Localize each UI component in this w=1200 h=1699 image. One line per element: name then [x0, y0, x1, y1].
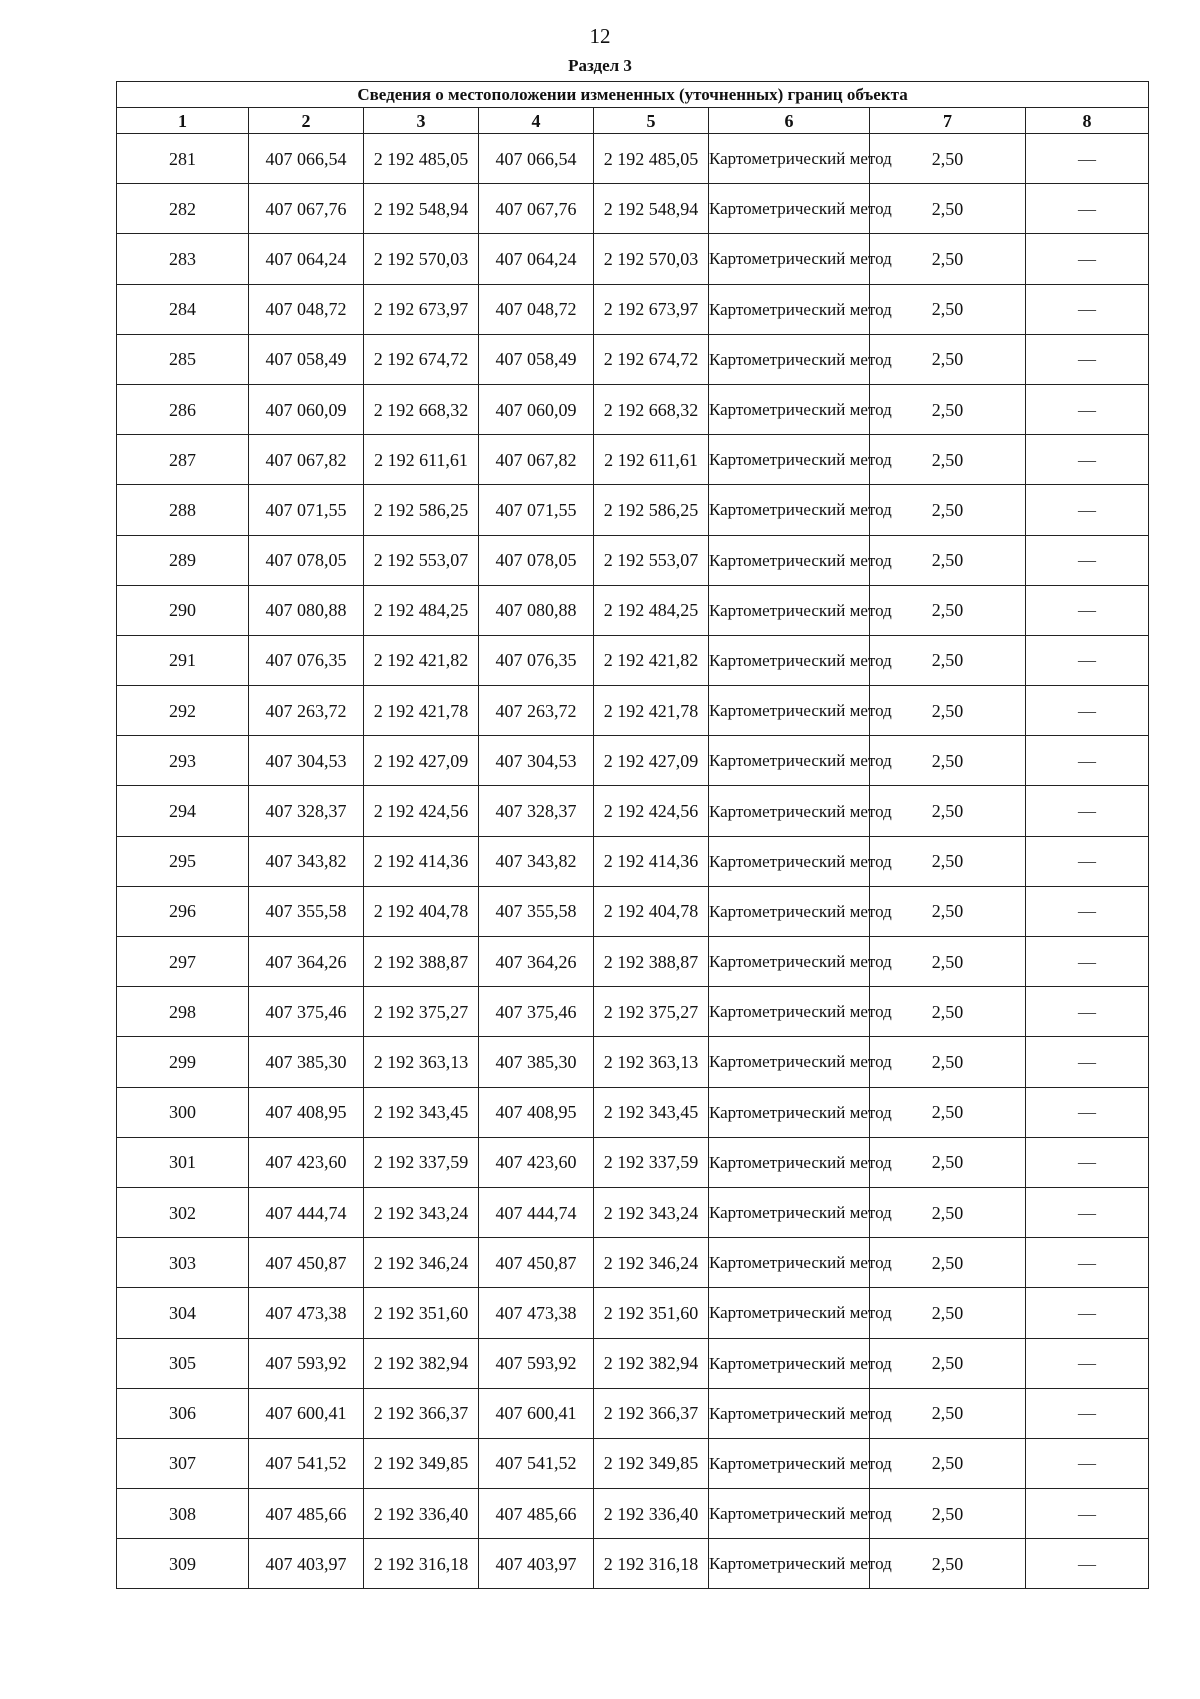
- table-row: [117, 736, 1149, 786]
- y-existing-cell: 2 192 668,32: [364, 384, 479, 434]
- y-existing-cell: 2 192 343,45: [364, 1087, 479, 1137]
- column-header: 7: [870, 108, 1026, 134]
- point-number-cell: 290: [117, 585, 249, 635]
- point-number-cell: 302: [117, 1187, 249, 1237]
- method-cell: Картометрический метод: [709, 686, 870, 736]
- y-refined-cell: 2 192 336,40: [594, 1489, 709, 1539]
- table-row: [117, 535, 1149, 585]
- table-row: [117, 435, 1149, 485]
- y-existing-cell: 2 192 375,27: [364, 987, 479, 1037]
- accuracy-cell: 2,50: [870, 184, 1026, 234]
- y-refined-cell: 2 192 351,60: [594, 1288, 709, 1338]
- accuracy-cell: 2,50: [870, 937, 1026, 987]
- y-refined-cell: 2 192 346,24: [594, 1238, 709, 1288]
- description-cell: —: [1026, 435, 1149, 485]
- method-cell: Картометрический метод: [709, 736, 870, 786]
- y-refined-cell: 2 192 366,37: [594, 1388, 709, 1438]
- table-row: [117, 1489, 1149, 1539]
- x-refined-cell: 407 385,30: [479, 1037, 594, 1087]
- accuracy-cell: 2,50: [870, 435, 1026, 485]
- y-existing-cell: 2 192 548,94: [364, 184, 479, 234]
- y-existing-cell: 2 192 337,59: [364, 1137, 479, 1187]
- description-cell: —: [1026, 635, 1149, 685]
- description-cell: —: [1026, 736, 1149, 786]
- accuracy-cell: 2,50: [870, 1438, 1026, 1488]
- y-refined-cell: 2 192 570,03: [594, 234, 709, 284]
- accuracy-cell: 2,50: [870, 134, 1026, 184]
- x-existing-cell: 407 064,24: [249, 234, 364, 284]
- method-cell: Картометрический метод: [709, 1037, 870, 1087]
- y-refined-cell: 2 192 548,94: [594, 184, 709, 234]
- description-cell: —: [1026, 184, 1149, 234]
- method-cell: Картометрический метод: [709, 836, 870, 886]
- x-existing-cell: 407 071,55: [249, 485, 364, 535]
- table-caption-row: [117, 82, 1149, 108]
- x-existing-cell: 407 403,97: [249, 1539, 364, 1589]
- point-number-cell: 307: [117, 1438, 249, 1488]
- y-existing-cell: 2 192 388,87: [364, 937, 479, 987]
- x-refined-cell: 407 485,66: [479, 1489, 594, 1539]
- y-refined-cell: 2 192 382,94: [594, 1338, 709, 1388]
- y-existing-cell: 2 192 414,36: [364, 836, 479, 886]
- table-row: [117, 1288, 1149, 1338]
- y-refined-cell: 2 192 404,78: [594, 886, 709, 936]
- description-cell: —: [1026, 234, 1149, 284]
- point-number-cell: 300: [117, 1087, 249, 1137]
- table-row: [117, 1388, 1149, 1438]
- table-row: [117, 134, 1149, 184]
- table-body: [117, 134, 1149, 1589]
- x-existing-cell: 407 485,66: [249, 1489, 364, 1539]
- x-refined-cell: 407 444,74: [479, 1187, 594, 1237]
- point-number-cell: 282: [117, 184, 249, 234]
- y-existing-cell: 2 192 570,03: [364, 234, 479, 284]
- y-existing-cell: 2 192 485,05: [364, 134, 479, 184]
- table-row: [117, 585, 1149, 635]
- accuracy-cell: 2,50: [870, 886, 1026, 936]
- point-number-cell: 285: [117, 334, 249, 384]
- x-existing-cell: 407 541,52: [249, 1438, 364, 1488]
- x-existing-cell: 407 375,46: [249, 987, 364, 1037]
- description-cell: —: [1026, 1539, 1149, 1589]
- x-refined-cell: 407 048,72: [479, 284, 594, 334]
- description-cell: —: [1026, 1087, 1149, 1137]
- x-refined-cell: 407 403,97: [479, 1539, 594, 1589]
- point-number-cell: 305: [117, 1338, 249, 1388]
- method-cell: Картометрический метод: [709, 334, 870, 384]
- description-cell: —: [1026, 1137, 1149, 1187]
- table-row: [117, 1187, 1149, 1237]
- x-refined-cell: 407 593,92: [479, 1338, 594, 1388]
- method-cell: Картометрический метод: [709, 585, 870, 635]
- description-cell: —: [1026, 937, 1149, 987]
- y-refined-cell: 2 192 586,25: [594, 485, 709, 535]
- y-refined-cell: 2 192 363,13: [594, 1037, 709, 1087]
- y-refined-cell: 2 192 673,97: [594, 284, 709, 334]
- y-refined-cell: 2 192 316,18: [594, 1539, 709, 1589]
- accuracy-cell: 2,50: [870, 1288, 1026, 1338]
- method-cell: Картометрический метод: [709, 1489, 870, 1539]
- column-header: 8: [1026, 108, 1149, 134]
- y-refined-cell: 2 192 421,82: [594, 635, 709, 685]
- accuracy-cell: 2,50: [870, 1087, 1026, 1137]
- table-row: [117, 886, 1149, 936]
- description-cell: —: [1026, 134, 1149, 184]
- x-existing-cell: 407 304,53: [249, 736, 364, 786]
- y-refined-cell: 2 192 668,32: [594, 384, 709, 434]
- table-row: [117, 184, 1149, 234]
- point-number-cell: 292: [117, 686, 249, 736]
- table-row: [117, 1087, 1149, 1137]
- table-row: [117, 334, 1149, 384]
- description-cell: —: [1026, 585, 1149, 635]
- table-row: [117, 1037, 1149, 1087]
- accuracy-cell: 2,50: [870, 585, 1026, 635]
- method-cell: Картометрический метод: [709, 1539, 870, 1589]
- y-existing-cell: 2 192 351,60: [364, 1288, 479, 1338]
- y-existing-cell: 2 192 336,40: [364, 1489, 479, 1539]
- y-refined-cell: 2 192 427,09: [594, 736, 709, 786]
- y-existing-cell: 2 192 382,94: [364, 1338, 479, 1388]
- description-cell: —: [1026, 485, 1149, 535]
- table-header-row: [117, 108, 1149, 134]
- x-refined-cell: 407 600,41: [479, 1388, 594, 1438]
- table-row: [117, 1238, 1149, 1288]
- x-refined-cell: 407 541,52: [479, 1438, 594, 1488]
- y-existing-cell: 2 192 424,56: [364, 786, 479, 836]
- y-existing-cell: 2 192 673,97: [364, 284, 479, 334]
- table-row: [117, 786, 1149, 836]
- point-number-cell: 304: [117, 1288, 249, 1338]
- table-row: [117, 384, 1149, 434]
- x-existing-cell: 407 067,82: [249, 435, 364, 485]
- method-cell: Картометрический метод: [709, 234, 870, 284]
- y-existing-cell: 2 192 611,61: [364, 435, 479, 485]
- accuracy-cell: 2,50: [870, 736, 1026, 786]
- x-refined-cell: 407 473,38: [479, 1288, 594, 1338]
- x-existing-cell: 407 076,35: [249, 635, 364, 685]
- x-refined-cell: 407 058,49: [479, 334, 594, 384]
- point-number-cell: 293: [117, 736, 249, 786]
- point-number-cell: 296: [117, 886, 249, 936]
- method-cell: Картометрический метод: [709, 1388, 870, 1438]
- method-cell: Картометрический метод: [709, 937, 870, 987]
- y-refined-cell: 2 192 424,56: [594, 786, 709, 836]
- column-header: 4: [479, 108, 594, 134]
- description-cell: —: [1026, 686, 1149, 736]
- x-existing-cell: 407 263,72: [249, 686, 364, 736]
- x-existing-cell: 407 450,87: [249, 1238, 364, 1288]
- y-refined-cell: 2 192 611,61: [594, 435, 709, 485]
- point-number-cell: 298: [117, 987, 249, 1037]
- x-existing-cell: 407 473,38: [249, 1288, 364, 1338]
- y-refined-cell: 2 192 485,05: [594, 134, 709, 184]
- description-cell: —: [1026, 334, 1149, 384]
- y-refined-cell: 2 192 484,25: [594, 585, 709, 635]
- method-cell: Картометрический метод: [709, 1187, 870, 1237]
- description-cell: —: [1026, 1438, 1149, 1488]
- x-existing-cell: 407 048,72: [249, 284, 364, 334]
- x-refined-cell: 407 408,95: [479, 1087, 594, 1137]
- point-number-cell: 303: [117, 1238, 249, 1288]
- x-refined-cell: 407 078,05: [479, 535, 594, 585]
- table-row: [117, 284, 1149, 334]
- x-existing-cell: 407 060,09: [249, 384, 364, 434]
- description-cell: —: [1026, 284, 1149, 334]
- column-header: 6: [709, 108, 870, 134]
- point-number-cell: 286: [117, 384, 249, 434]
- y-refined-cell: 2 192 343,24: [594, 1187, 709, 1237]
- x-refined-cell: 407 067,76: [479, 184, 594, 234]
- table-row: [117, 1438, 1149, 1488]
- point-number-cell: 284: [117, 284, 249, 334]
- y-existing-cell: 2 192 404,78: [364, 886, 479, 936]
- y-existing-cell: 2 192 674,72: [364, 334, 479, 384]
- table-row: [117, 937, 1149, 987]
- method-cell: Картометрический метод: [709, 535, 870, 585]
- x-refined-cell: 407 071,55: [479, 485, 594, 535]
- accuracy-cell: 2,50: [870, 635, 1026, 685]
- x-refined-cell: 407 364,26: [479, 937, 594, 987]
- description-cell: —: [1026, 836, 1149, 886]
- description-cell: —: [1026, 1489, 1149, 1539]
- x-refined-cell: 407 060,09: [479, 384, 594, 434]
- method-cell: Картометрический метод: [709, 384, 870, 434]
- description-cell: —: [1026, 987, 1149, 1037]
- accuracy-cell: 2,50: [870, 535, 1026, 585]
- table-row: [117, 686, 1149, 736]
- y-existing-cell: 2 192 316,18: [364, 1539, 479, 1589]
- description-cell: —: [1026, 535, 1149, 585]
- y-refined-cell: 2 192 388,87: [594, 937, 709, 987]
- method-cell: Картометрический метод: [709, 786, 870, 836]
- x-refined-cell: 407 080,88: [479, 585, 594, 635]
- accuracy-cell: 2,50: [870, 1539, 1026, 1589]
- x-existing-cell: 407 343,82: [249, 836, 364, 886]
- method-cell: Картометрический метод: [709, 1338, 870, 1388]
- y-existing-cell: 2 192 343,24: [364, 1187, 479, 1237]
- description-cell: —: [1026, 1338, 1149, 1388]
- accuracy-cell: 2,50: [870, 786, 1026, 836]
- table-row: [117, 836, 1149, 886]
- x-refined-cell: 407 067,82: [479, 435, 594, 485]
- accuracy-cell: 2,50: [870, 1187, 1026, 1237]
- x-existing-cell: 407 066,54: [249, 134, 364, 184]
- x-existing-cell: 407 600,41: [249, 1388, 364, 1438]
- x-refined-cell: 407 343,82: [479, 836, 594, 886]
- x-existing-cell: 407 067,76: [249, 184, 364, 234]
- method-cell: Картометрический метод: [709, 435, 870, 485]
- accuracy-cell: 2,50: [870, 334, 1026, 384]
- page-number: 12: [589, 24, 611, 48]
- table-row: [117, 1539, 1149, 1589]
- x-existing-cell: 407 080,88: [249, 585, 364, 635]
- column-header: 1: [117, 108, 249, 134]
- x-refined-cell: 407 064,24: [479, 234, 594, 284]
- table-row: [117, 1338, 1149, 1388]
- accuracy-cell: 2,50: [870, 1489, 1026, 1539]
- point-number-cell: 301: [117, 1137, 249, 1187]
- description-cell: —: [1026, 886, 1149, 936]
- method-cell: Картометрический метод: [709, 886, 870, 936]
- column-header: 5: [594, 108, 709, 134]
- accuracy-cell: 2,50: [870, 1137, 1026, 1187]
- table-row: [117, 1137, 1149, 1187]
- table-caption: Сведения о местоположении измененных (уточненных) границ объекта: [117, 82, 1149, 108]
- description-cell: —: [1026, 1388, 1149, 1438]
- accuracy-cell: 2,50: [870, 686, 1026, 736]
- accuracy-cell: 2,50: [870, 384, 1026, 434]
- method-cell: Картометрический метод: [709, 1087, 870, 1137]
- table-row: [117, 234, 1149, 284]
- x-refined-cell: 407 328,37: [479, 786, 594, 836]
- y-refined-cell: 2 192 349,85: [594, 1438, 709, 1488]
- y-refined-cell: 2 192 375,27: [594, 987, 709, 1037]
- method-cell: Картометрический метод: [709, 284, 870, 334]
- y-refined-cell: 2 192 421,78: [594, 686, 709, 736]
- y-existing-cell: 2 192 421,78: [364, 686, 479, 736]
- method-cell: Картометрический метод: [709, 1137, 870, 1187]
- x-refined-cell: 407 263,72: [479, 686, 594, 736]
- description-cell: —: [1026, 1187, 1149, 1237]
- y-existing-cell: 2 192 346,24: [364, 1238, 479, 1288]
- description-cell: —: [1026, 1037, 1149, 1087]
- y-existing-cell: 2 192 586,25: [364, 485, 479, 535]
- section-title: Раздел 3: [568, 56, 632, 75]
- accuracy-cell: 2,50: [870, 1388, 1026, 1438]
- accuracy-cell: 2,50: [870, 1338, 1026, 1388]
- y-refined-cell: 2 192 343,45: [594, 1087, 709, 1137]
- point-number-cell: 309: [117, 1539, 249, 1589]
- accuracy-cell: 2,50: [870, 1238, 1026, 1288]
- y-existing-cell: 2 192 349,85: [364, 1438, 479, 1488]
- point-number-cell: 283: [117, 234, 249, 284]
- x-existing-cell: 407 593,92: [249, 1338, 364, 1388]
- method-cell: Картометрический метод: [709, 184, 870, 234]
- x-refined-cell: 407 355,58: [479, 886, 594, 936]
- point-number-cell: 297: [117, 937, 249, 987]
- x-existing-cell: 407 423,60: [249, 1137, 364, 1187]
- x-existing-cell: 407 444,74: [249, 1187, 364, 1237]
- x-existing-cell: 407 385,30: [249, 1037, 364, 1087]
- point-number-cell: 291: [117, 635, 249, 685]
- method-cell: Картометрический метод: [709, 987, 870, 1037]
- method-cell: Картометрический метод: [709, 1438, 870, 1488]
- accuracy-cell: 2,50: [870, 1037, 1026, 1087]
- table-row: [117, 485, 1149, 535]
- description-cell: —: [1026, 786, 1149, 836]
- point-number-cell: 308: [117, 1489, 249, 1539]
- point-number-cell: 306: [117, 1388, 249, 1438]
- y-existing-cell: 2 192 363,13: [364, 1037, 479, 1087]
- y-existing-cell: 2 192 366,37: [364, 1388, 479, 1438]
- column-header: 2: [249, 108, 364, 134]
- point-number-cell: 287: [117, 435, 249, 485]
- accuracy-cell: 2,50: [870, 485, 1026, 535]
- x-refined-cell: 407 423,60: [479, 1137, 594, 1187]
- description-cell: —: [1026, 1288, 1149, 1338]
- method-cell: Картометрический метод: [709, 134, 870, 184]
- method-cell: Картометрический метод: [709, 635, 870, 685]
- x-refined-cell: 407 375,46: [479, 987, 594, 1037]
- accuracy-cell: 2,50: [870, 987, 1026, 1037]
- column-header: 3: [364, 108, 479, 134]
- point-number-cell: 289: [117, 535, 249, 585]
- x-existing-cell: 407 078,05: [249, 535, 364, 585]
- accuracy-cell: 2,50: [870, 836, 1026, 886]
- x-refined-cell: 407 066,54: [479, 134, 594, 184]
- accuracy-cell: 2,50: [870, 234, 1026, 284]
- point-number-cell: 294: [117, 786, 249, 836]
- x-existing-cell: 407 408,95: [249, 1087, 364, 1137]
- x-refined-cell: 407 304,53: [479, 736, 594, 786]
- table-row: [117, 987, 1149, 1037]
- x-refined-cell: 407 076,35: [479, 635, 594, 685]
- y-refined-cell: 2 192 337,59: [594, 1137, 709, 1187]
- accuracy-cell: 2,50: [870, 284, 1026, 334]
- method-cell: Картометрический метод: [709, 1238, 870, 1288]
- y-existing-cell: 2 192 421,82: [364, 635, 479, 685]
- x-existing-cell: 407 328,37: [249, 786, 364, 836]
- y-refined-cell: 2 192 674,72: [594, 334, 709, 384]
- x-existing-cell: 407 058,49: [249, 334, 364, 384]
- y-existing-cell: 2 192 484,25: [364, 585, 479, 635]
- y-refined-cell: 2 192 553,07: [594, 535, 709, 585]
- method-cell: Картометрический метод: [709, 1288, 870, 1338]
- table-row: [117, 635, 1149, 685]
- x-refined-cell: 407 450,87: [479, 1238, 594, 1288]
- point-number-cell: 281: [117, 134, 249, 184]
- x-existing-cell: 407 355,58: [249, 886, 364, 936]
- description-cell: —: [1026, 1238, 1149, 1288]
- point-number-cell: 299: [117, 1037, 249, 1087]
- x-existing-cell: 407 364,26: [249, 937, 364, 987]
- boundary-coordinates-table: [116, 81, 1149, 1589]
- y-existing-cell: 2 192 553,07: [364, 535, 479, 585]
- method-cell: Картометрический метод: [709, 485, 870, 535]
- y-refined-cell: 2 192 414,36: [594, 836, 709, 886]
- description-cell: —: [1026, 384, 1149, 434]
- point-number-cell: 295: [117, 836, 249, 886]
- point-number-cell: 288: [117, 485, 249, 535]
- y-existing-cell: 2 192 427,09: [364, 736, 479, 786]
